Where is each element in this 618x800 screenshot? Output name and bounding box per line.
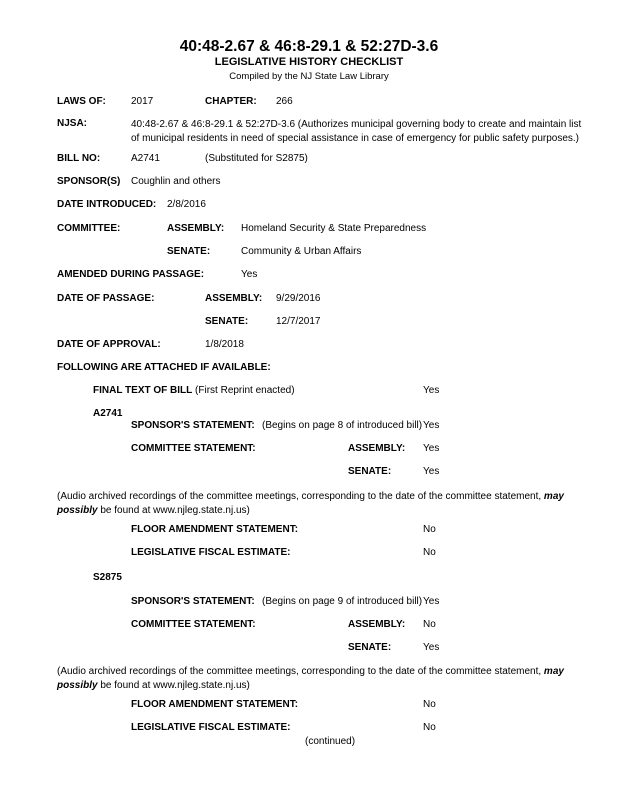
s2875-committee-assembly-label: ASSEMBLY: <box>348 619 406 630</box>
passage-senate-value: 12/7/2017 <box>276 316 321 327</box>
s2875-sponsor-label: SPONSOR'S STATEMENT: <box>131 596 255 607</box>
njsa-value: 40:48-2.67 & 46:8-29.1 & 52:27D-3.6 (Authorizes municipal governing body to create and maintain list of municipal residents in need of special assistance in case of emergency for public safety purposes.) <box>131 119 582 144</box>
a2741-fiscal-label: LEGISLATIVE FISCAL ESTIMATE: <box>131 547 291 558</box>
a2741-sponsor-value: Yes <box>423 420 440 431</box>
page-title: 40:48-2.67 & 46:8-29.1 & 52:27D-3.6 <box>179 38 439 55</box>
chapter-value: 266 <box>276 96 293 107</box>
committee-assembly-label: ASSEMBLY: <box>167 223 225 234</box>
committee-senate-value: Community & Urban Affairs <box>241 246 362 257</box>
a2741-sponsor-label: SPONSOR'S STATEMENT: <box>131 420 255 431</box>
chapter-label: CHAPTER: <box>205 96 257 107</box>
a2741-audio-post: be found at www.njleg.state.nj.us) <box>97 505 250 516</box>
continued-note: (continued) <box>305 736 356 747</box>
bill-no-value: A2741 <box>131 153 160 164</box>
s2875-audio-emphasis: may possibly <box>57 666 564 691</box>
final-text-row <box>93 385 295 397</box>
passage-assembly-value: 9/29/2016 <box>276 293 321 304</box>
s2875-audio-note <box>57 665 602 693</box>
s2875-floor-value: No <box>423 699 436 710</box>
a2741-committee-label: COMMITTEE STATEMENT: <box>131 443 256 454</box>
committee-senate-label: SENATE: <box>167 246 211 257</box>
date-introduced-label: DATE INTRODUCED: <box>57 199 157 210</box>
s2875-floor-label: FLOOR AMENDMENT STATEMENT: <box>131 699 299 710</box>
s2875-sponsor-note: (Begins on page 9 of introduced bill) <box>262 596 423 607</box>
compiled-by: Compiled by the NJ State Law Library <box>229 71 389 82</box>
committee-label: COMMITTEE: <box>57 223 121 234</box>
bill-no-label: BILL NO: <box>57 153 101 164</box>
s2875-bill-label: S2875 <box>93 572 122 583</box>
amended-label: AMENDED DURING PASSAGE: <box>57 269 205 280</box>
amended-value: Yes <box>241 269 258 280</box>
s2875-fiscal-value: No <box>423 722 436 733</box>
a2741-committee-senate-value: Yes <box>423 466 440 477</box>
s2875-audio-post: be found at www.njleg.state.nj.us) <box>97 680 250 691</box>
laws-of-value: 2017 <box>131 96 154 107</box>
s2875-audio-pre: (Audio archived recordings of the committee meetings, corresponding to the date of the committee statement, <box>57 666 544 677</box>
a2741-audio-pre: (Audio archived recordings of the committee meetings, corresponding to the date of the committee statement, <box>57 491 544 502</box>
sponsors-value: Coughlin and others <box>131 176 221 187</box>
a2741-sponsor-note: (Begins on page 8 of introduced bill) <box>262 420 423 431</box>
date-of-approval-value: 1/8/2018 <box>205 339 244 350</box>
date-of-approval-label: DATE OF APPROVAL: <box>57 339 161 350</box>
a2741-audio-note <box>57 490 602 518</box>
a2741-committee-assembly-label: ASSEMBLY: <box>348 443 406 454</box>
njsa-label: NJSA: <box>57 118 88 129</box>
laws-of-label: LAWS OF: <box>57 96 106 107</box>
date-introduced-value: 2/8/2016 <box>167 199 206 210</box>
a2741-committee-senate-label: SENATE: <box>348 466 392 477</box>
s2875-sponsor-value: Yes <box>423 596 440 607</box>
s2875-committee-label: COMMITTEE STATEMENT: <box>131 619 256 630</box>
a2741-committee-assembly-value: Yes <box>423 443 440 454</box>
attached-heading: FOLLOWING ARE ATTACHED IF AVAILABLE: <box>57 362 271 373</box>
s2875-committee-senate-value: Yes <box>423 642 440 653</box>
a2741-floor-label: FLOOR AMENDMENT STATEMENT: <box>131 524 299 535</box>
s2875-fiscal-label: LEGISLATIVE FISCAL ESTIMATE: <box>131 722 291 733</box>
bill-no-note: (Substituted for S2875) <box>205 153 308 164</box>
sponsors-label: SPONSOR(S) <box>57 176 121 187</box>
final-text-label: FINAL TEXT OF BILL <box>93 385 193 396</box>
passage-senate-label: SENATE: <box>205 316 249 327</box>
s2875-committee-senate-label: SENATE: <box>348 642 392 653</box>
a2741-audio-emphasis: may possibly <box>57 491 564 516</box>
committee-assembly-value: Homeland Security & State Preparedness <box>241 223 427 234</box>
a2741-floor-value: No <box>423 524 436 535</box>
final-text-value: Yes <box>423 385 440 396</box>
passage-assembly-label: ASSEMBLY: <box>205 293 263 304</box>
date-of-passage-label: DATE OF PASSAGE: <box>57 293 155 304</box>
checklist-subtitle: LEGISLATIVE HISTORY CHECKLIST <box>214 56 404 68</box>
s2875-committee-assembly-value: No <box>423 619 436 630</box>
a2741-fiscal-value: No <box>423 547 436 558</box>
a2741-bill-label: A2741 <box>93 408 123 419</box>
final-text-note: (First Reprint enacted) <box>192 385 295 396</box>
